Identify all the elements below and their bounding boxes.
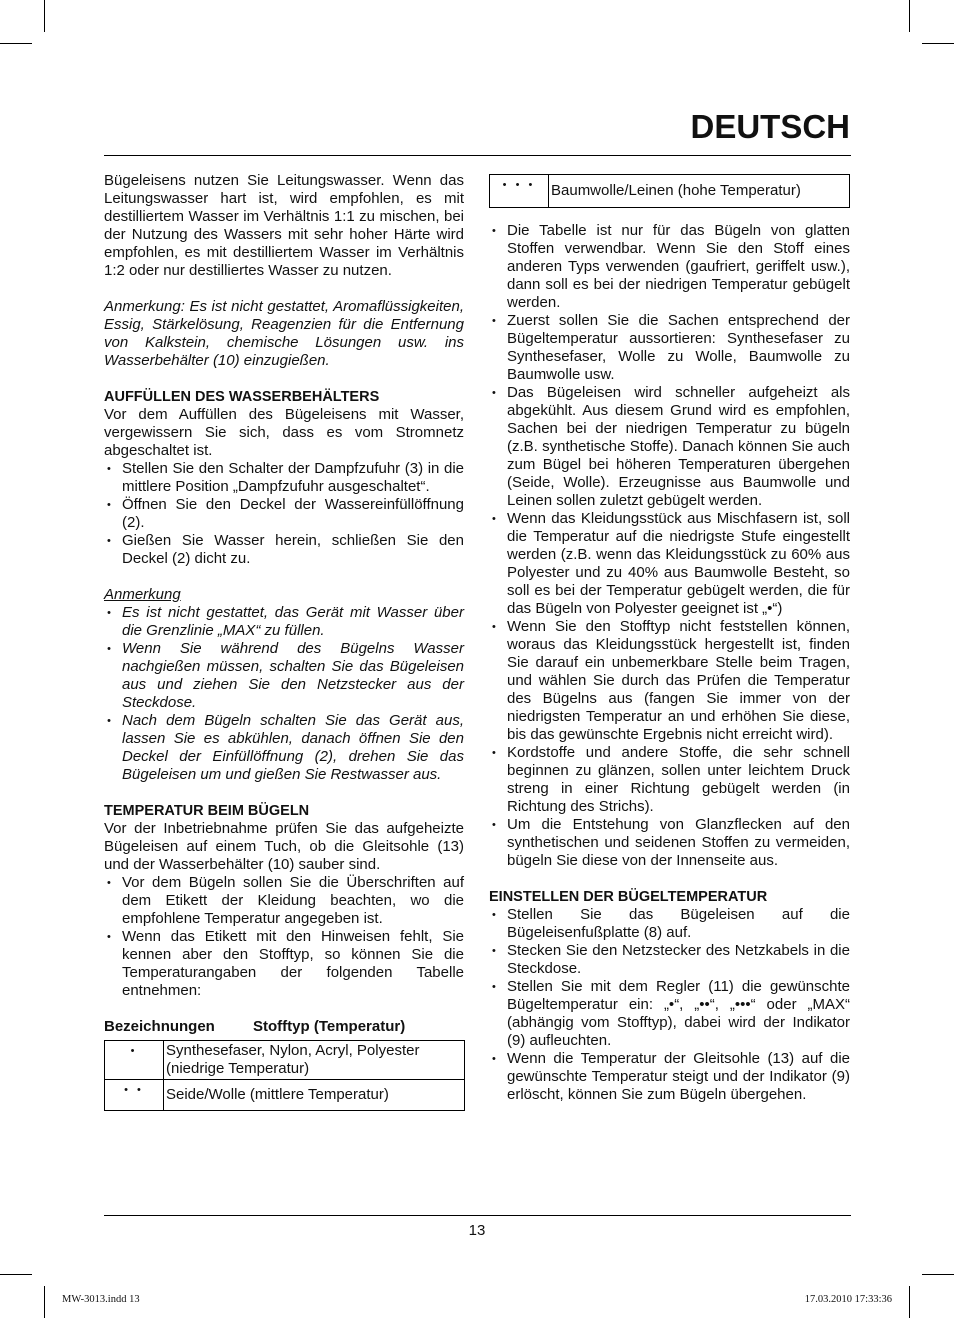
fabric-table (104, 1040, 465, 1111)
table-cell-symbol: • • • (490, 175, 549, 208)
section-heading-set: EINSTELLEN DER BÜGELTEMPERATUR (489, 889, 768, 905)
file-label: MW-3013.indd 13 (62, 1294, 140, 1305)
table-header (104, 1018, 464, 1036)
crop-mark (909, 0, 910, 32)
crop-mark (922, 1274, 954, 1275)
list-item: • Stellen Sie das Bügeleisen auf die Bügeleisenfußplatte (8) auf. (489, 906, 850, 942)
table-cell-symbol: • (105, 1041, 164, 1080)
list-item: • Um die Entstehung von Glanzflecken auf den synthetischen und seidenen Stoffen zu vermeiden, bügeln Sie diese von der Innenseite aus. (489, 816, 850, 870)
section-heading-fill: AUFFÜLLEN DES WASSERBEHÄLTERS (104, 389, 380, 405)
list-item: • Zuerst sollen Sie die Sachen entsprechend der Bügeltemperatur aussortieren: Synthesefaser zu Synthesefaser, Wolle zu Wolle, Baumwolle zu Baumwolle usw. (489, 312, 850, 384)
list-item: • Gießen Sie Wasser herein, schließen Sie den Deckel (2) dicht zu. (104, 532, 464, 568)
list-item: • Stecken Sie den Netzstecker des Netzkabels in die Steckdose. (489, 942, 850, 978)
list-item: • Öffnen Sie den Deckel der Wassereinfüllöffnung (2). (104, 496, 464, 532)
intro-paragraph: Bügeleisens nutzen Sie Leitungswasser. Wenn das Leitungswasser hart ist, wird empfohlen, es mit destilliertem Wasser im Verhältnis 1:1 zu mischen, bei der Nutzung des Wassers mit sehr hoher Härte wird empfohlen, es mit destilliertem Wasser im Verhältnis 1:2 oder nur destilliertes Wasser zu nutzen. (104, 172, 464, 279)
fabric-table-continued (489, 174, 850, 208)
fill-list (104, 460, 464, 568)
crop-mark (0, 43, 32, 44)
page-number: 13 (468, 1222, 486, 1239)
header-rule (104, 155, 851, 156)
left-column (104, 172, 464, 1111)
temp-list (104, 874, 464, 1000)
crop-mark (922, 43, 954, 44)
table-header-cell: Stofftyp (Temperatur) (253, 1018, 406, 1035)
temp-paragraph: Vor der Inbetriebnahme prüfen Sie das aufgeheizte Bügeleisen auf einem Tuch, ob die Gleitsohle (13) und der Wasserbehälter (10) sauber sind. (104, 820, 464, 873)
note-list (104, 604, 464, 784)
crop-mark (44, 1286, 45, 1318)
list-item: • Wenn das Kleidungsstück aus Mischfasern ist, soll die Temperatur auf die niedrigste Stufe eingestellt werden (z.B. wenn das Kleidungsstück zu 60% aus Polyester und zu 40% aus Baumwolle Besteht, so soll es bei der Temperatur gebügelt werden, die für das Bügeln von Polyester geeignet ist „•“) (489, 510, 850, 618)
footer-rule (104, 1215, 851, 1216)
list-item: • Es ist nicht gestattet, das Gerät mit Wasser über die Grenzlinie „MAX“ zu füllen. (104, 604, 464, 640)
print-timestamp: 17.03.2010 17:33:36 (804, 1294, 892, 1305)
table-cell-text: Seide/Wolle (mittlere Temperatur) (164, 1080, 465, 1111)
table-header-cell: Bezeichnungen (104, 1018, 215, 1035)
table-row (105, 1041, 465, 1080)
set-temp-list (489, 906, 850, 1104)
note-label: Anmerkung (104, 586, 181, 603)
table-cell-symbol: • • (105, 1080, 164, 1111)
table-row (490, 175, 850, 208)
list-item: • Kordstoffe und andere Stoffe, die sehr schnell beginnen zu glänzen, sollen unter leichtem Druck streng in einer Richtung gebügelt werden (in Richtung des Strichs). (489, 744, 850, 816)
table-row (105, 1080, 465, 1111)
crop-mark (44, 0, 45, 32)
crop-mark (0, 1274, 32, 1275)
fill-paragraph: Vor dem Auffüllen des Bügeleisens mit Wasser, vergewissern Sie sich, dass es vom Stromnetz abgeschaltet ist. (104, 406, 464, 459)
list-item: • Wenn das Etikett mit den Hinweisen fehlt, Sie kennen aber den Stofftyp, so können Sie die Temperaturangaben der folgenden Tabelle entnehmen: (104, 928, 464, 1000)
list-item: • Wenn die Temperatur der Gleitsohle (13) auf die gewünschte Temperatur steigt und der Indikator (9) erlöscht, können Sie zum Bügeln übergehen. (489, 1050, 850, 1104)
right-column (489, 174, 850, 1104)
list-item: • Nach dem Bügeln schalten Sie das Gerät aus, lassen Sie es abkühlen, danach öffnen Sie den Deckel der Einfüllöffnung (2), drehen Sie das Bügeleisen um und gießen Sie Restwasser aus. (104, 712, 464, 784)
note-paragraph: Anmerkung: Es ist nicht gestattet, Aromaflüssigkeiten, Essig, Stärkelösung, Reagenzien für die Entfernung von Kalkstein, chemische Lösungen usw. ins Wasserbehälter (10) einzugießen. (104, 298, 464, 369)
list-item: • Wenn Sie während des Bügelns Wasser nachgießen müssen, schalten Sie das Bügeleisen aus und ziehen Sie den Netzstecker aus der Steckdose. (104, 640, 464, 712)
list-item: • Stellen Sie mit dem Regler (11) die gewünschte Bügeltemperatur ein: „•“, „••“, „•••“ oder „MAX“ (abhängig vom Stofftyp), dabei wird der Indikator (9) aufleuchten. (489, 978, 850, 1050)
page-title: DEUTSCH (690, 108, 850, 145)
crop-mark (909, 1286, 910, 1318)
table-cell-text: Synthesefaser, Nylon, Acryl, Polyester (niedrige Temperatur) (164, 1041, 465, 1080)
list-item: • Das Bügeleisen wird schneller aufgeheizt als abgekühlt. Aus diesem Grund wird es empfohlen, Sachen bei der niedrigen Temperatur zu bügeln (z.B. synthetische Stoffe). Danach können Sie auch zum Bügel bei höheren Temperaturen übergehen (Seide, Wolle). Erzeugnisse aus Baumwolle und Leinen sollen zuletzt gebügelt werden. (489, 384, 850, 510)
list-item: • Vor dem Bügeln sollen Sie die Überschriften auf dem Etikett der Kleidung beachten, wo die empfohlene Temperatur angegeben ist. (104, 874, 464, 928)
section-heading-temp: TEMPERATUR BEIM BÜGELN (104, 803, 310, 819)
ironing-tips-list (489, 222, 850, 870)
list-item: • Wenn Sie den Stofftyp nicht feststellen können, woraus das Kleidungsstück hergestellt ist, finden Sie darauf ein unbemerkbare Stelle beim Tragen, und wählen Sie durch das Prüfen die Temperatur des Bügelns aus (fangen Sie immer von der niedrigsten Temperatur an und erhöhen Sie diese, bis das gewünschte Ergebnis nicht erreicht wird). (489, 618, 850, 744)
list-item: • Die Tabelle ist nur für das Bügeln von glatten Stoffen verwendbar. Wenn Sie den Stoff eines anderen Typs verwenden (gaufriert, geriffelt usw.), dann soll es bei der niedrigen Temperatur gebügelt werden. (489, 222, 850, 312)
list-item: • Stellen Sie den Schalter der Dampfzufuhr (3) in die mittlere Position „Dampfzufuhr ausgeschaltet“. (104, 460, 464, 496)
table-cell-text: Baumwolle/Leinen (hohe Temperatur) (549, 175, 850, 208)
